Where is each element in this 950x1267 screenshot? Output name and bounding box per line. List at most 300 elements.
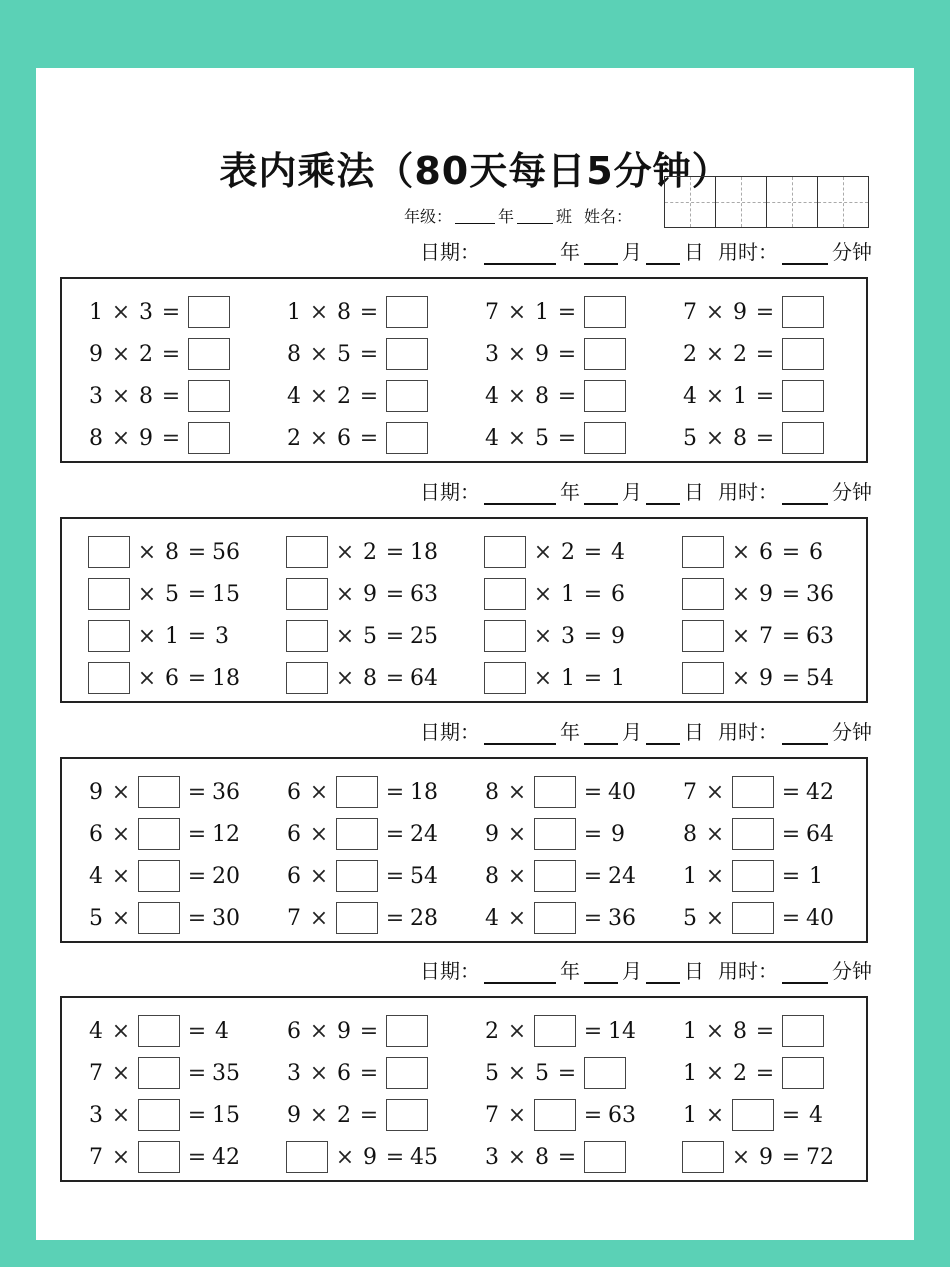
- multiplication-problem: [86, 1014, 232, 1048]
- name-label: 姓名：: [584, 207, 633, 226]
- equals-sign: =: [781, 779, 801, 805]
- equals-sign: =: [583, 623, 603, 649]
- answer-box[interactable]: [584, 422, 626, 454]
- answer-box[interactable]: [88, 620, 130, 652]
- name-cell[interactable]: [818, 177, 868, 227]
- fill-blank[interactable]: [584, 485, 618, 505]
- answer-box[interactable]: [534, 860, 576, 892]
- date-label: 日期：: [420, 959, 480, 983]
- answer-box[interactable]: [336, 902, 378, 934]
- times-sign: ×: [507, 299, 527, 325]
- equals-sign: =: [781, 539, 801, 565]
- equals-sign: =: [187, 1018, 207, 1044]
- number: 8: [287, 341, 301, 367]
- equals-sign: =: [187, 863, 207, 889]
- multiplication-problem: [482, 619, 628, 653]
- number: 5: [535, 425, 549, 451]
- multiplication-problem: [482, 1014, 636, 1048]
- number: 9: [759, 1144, 773, 1170]
- number: 1: [733, 383, 747, 409]
- year-unit: 年: [560, 240, 580, 264]
- class-blank[interactable]: [517, 207, 553, 224]
- number: 8: [139, 383, 153, 409]
- student-info: [404, 204, 632, 227]
- number: 54: [806, 665, 834, 691]
- answer-box[interactable]: [286, 662, 328, 694]
- answer-box[interactable]: [782, 296, 824, 328]
- number: 3: [485, 1144, 499, 1170]
- day-unit: 日: [684, 480, 704, 504]
- times-sign: ×: [111, 905, 131, 931]
- times-sign: ×: [137, 665, 157, 691]
- equals-sign: =: [755, 1018, 775, 1044]
- answer-box[interactable]: [534, 1099, 576, 1131]
- answer-box[interactable]: [138, 776, 180, 808]
- equals-sign: =: [781, 665, 801, 691]
- year-unit: 年: [498, 207, 515, 226]
- times-sign: ×: [137, 623, 157, 649]
- multiplication-problem: [482, 295, 628, 329]
- multiplication-problem: [86, 817, 240, 851]
- equals-sign: =: [557, 299, 577, 325]
- answer-box[interactable]: [386, 296, 428, 328]
- number: 2: [683, 341, 697, 367]
- equals-sign: =: [187, 623, 207, 649]
- number: 9: [363, 1144, 377, 1170]
- answer-box[interactable]: [484, 620, 526, 652]
- time-label: 用时：: [718, 240, 778, 264]
- times-sign: ×: [705, 1060, 725, 1086]
- number: 1: [611, 665, 625, 691]
- times-sign: ×: [309, 425, 329, 451]
- multiplication-problem: [680, 535, 826, 569]
- answer-box[interactable]: [782, 380, 824, 412]
- equals-sign: =: [385, 821, 405, 847]
- answer-box[interactable]: [732, 902, 774, 934]
- times-sign: ×: [335, 665, 355, 691]
- equals-sign: =: [781, 1144, 801, 1170]
- fill-blank[interactable]: [484, 245, 556, 265]
- equals-sign: =: [385, 1144, 405, 1170]
- answer-box[interactable]: [286, 620, 328, 652]
- multiplication-problem: [680, 775, 834, 809]
- number: 6: [287, 1018, 301, 1044]
- answer-box[interactable]: [484, 578, 526, 610]
- answer-box[interactable]: [138, 1099, 180, 1131]
- answer-box[interactable]: [386, 1015, 428, 1047]
- answer-box[interactable]: [782, 1015, 824, 1047]
- number: 7: [89, 1144, 103, 1170]
- number: 6: [89, 821, 103, 847]
- number: 63: [608, 1102, 636, 1128]
- multiplication-problem: [680, 661, 834, 695]
- times-sign: ×: [111, 1060, 131, 1086]
- number: 30: [212, 905, 240, 931]
- fill-blank[interactable]: [646, 245, 680, 265]
- number: 3: [561, 623, 575, 649]
- multiplication-problem: [482, 1098, 636, 1132]
- number: 9: [139, 425, 153, 451]
- exercise-section: [60, 277, 868, 463]
- times-sign: ×: [309, 821, 329, 847]
- multiplication-problem: [284, 661, 438, 695]
- times-sign: ×: [507, 905, 527, 931]
- multiplication-problem: [284, 817, 438, 851]
- number: 3: [287, 1060, 301, 1086]
- answer-box[interactable]: [138, 1141, 180, 1173]
- fill-blank[interactable]: [782, 245, 828, 265]
- multiplication-problem: [680, 379, 826, 413]
- times-sign: ×: [705, 863, 725, 889]
- number: 7: [683, 779, 697, 805]
- answer-box[interactable]: [138, 1057, 180, 1089]
- times-sign: ×: [705, 341, 725, 367]
- answer-box[interactable]: [188, 380, 230, 412]
- multiplication-problem: [482, 535, 628, 569]
- equals-sign: =: [187, 905, 207, 931]
- answer-box[interactable]: [336, 818, 378, 850]
- answer-box[interactable]: [286, 536, 328, 568]
- equals-sign: =: [359, 1060, 379, 1086]
- number: 5: [89, 905, 103, 931]
- date-label: 日期：: [420, 240, 480, 264]
- number: 4: [485, 905, 499, 931]
- number: 2: [363, 539, 377, 565]
- exercise-section: [60, 757, 868, 943]
- answer-box[interactable]: [534, 902, 576, 934]
- answer-box[interactable]: [336, 860, 378, 892]
- number: 63: [806, 623, 834, 649]
- answer-box[interactable]: [88, 578, 130, 610]
- multiplication-problem: [680, 1140, 834, 1174]
- date-label: 日期：: [420, 480, 480, 504]
- answer-box[interactable]: [732, 860, 774, 892]
- name-cell[interactable]: [767, 177, 818, 227]
- number: 9: [759, 665, 773, 691]
- times-sign: ×: [507, 341, 527, 367]
- number: 12: [212, 821, 240, 847]
- answer-box[interactable]: [584, 338, 626, 370]
- answer-box[interactable]: [584, 296, 626, 328]
- number: 72: [806, 1144, 834, 1170]
- times-sign: ×: [111, 299, 131, 325]
- time-label: 用时：: [718, 959, 778, 983]
- answer-box[interactable]: [484, 536, 526, 568]
- multiplication-problem: [86, 619, 232, 653]
- times-sign: ×: [507, 779, 527, 805]
- times-sign: ×: [309, 1102, 329, 1128]
- times-sign: ×: [705, 1018, 725, 1044]
- number: 1: [561, 581, 575, 607]
- name-cell[interactable]: [716, 177, 767, 227]
- fill-blank[interactable]: [584, 245, 618, 265]
- answer-box[interactable]: [386, 1057, 428, 1089]
- multiplication-problem: [86, 535, 240, 569]
- date-line: [420, 716, 872, 745]
- number: 9: [535, 341, 549, 367]
- time-label: 用时：: [718, 480, 778, 504]
- equals-sign: =: [385, 779, 405, 805]
- answer-box[interactable]: [534, 1015, 576, 1047]
- answer-box[interactable]: [484, 662, 526, 694]
- times-sign: ×: [111, 1102, 131, 1128]
- equals-sign: =: [557, 425, 577, 451]
- multiplication-problem: [482, 577, 628, 611]
- fill-blank[interactable]: [782, 725, 828, 745]
- equals-sign: =: [583, 539, 603, 565]
- multiplication-problem: [86, 337, 232, 371]
- multiplication-problem: [482, 661, 628, 695]
- answer-box[interactable]: [138, 860, 180, 892]
- multiplication-problem: [86, 775, 240, 809]
- fill-blank[interactable]: [484, 964, 556, 984]
- equals-sign: =: [161, 425, 181, 451]
- date-label: 日期：: [420, 720, 480, 744]
- number: 6: [287, 863, 301, 889]
- grade-blank[interactable]: [455, 207, 495, 224]
- equals-sign: =: [781, 863, 801, 889]
- number: 15: [212, 581, 240, 607]
- name-cell[interactable]: [665, 177, 716, 227]
- equals-sign: =: [359, 425, 379, 451]
- equals-sign: =: [187, 1144, 207, 1170]
- answer-box[interactable]: [88, 662, 130, 694]
- times-sign: ×: [335, 623, 355, 649]
- number: 3: [139, 299, 153, 325]
- name-writing-grid[interactable]: [664, 176, 869, 228]
- multiplication-problem: [482, 817, 628, 851]
- fill-blank[interactable]: [584, 725, 618, 745]
- number: 40: [806, 905, 834, 931]
- equals-sign: =: [187, 581, 207, 607]
- times-sign: ×: [335, 1144, 355, 1170]
- number: 2: [561, 539, 575, 565]
- answer-box[interactable]: [386, 422, 428, 454]
- answer-box[interactable]: [188, 422, 230, 454]
- times-sign: ×: [309, 341, 329, 367]
- multiplication-problem: [284, 901, 438, 935]
- answer-box[interactable]: [138, 902, 180, 934]
- year-unit: 年: [560, 480, 580, 504]
- multiplication-problem: [284, 1140, 438, 1174]
- multiplication-problem: [680, 619, 834, 653]
- number: 40: [608, 779, 636, 805]
- number: 18: [212, 665, 240, 691]
- answer-box[interactable]: [534, 818, 576, 850]
- answer-box[interactable]: [386, 338, 428, 370]
- answer-box[interactable]: [286, 1141, 328, 1173]
- number: 3: [215, 623, 229, 649]
- number: 9: [337, 1018, 351, 1044]
- fill-blank[interactable]: [584, 964, 618, 984]
- number: 8: [683, 821, 697, 847]
- number: 7: [287, 905, 301, 931]
- fill-blank[interactable]: [782, 485, 828, 505]
- equals-sign: =: [161, 341, 181, 367]
- answer-box[interactable]: [188, 296, 230, 328]
- times-sign: ×: [111, 425, 131, 451]
- answer-box[interactable]: [336, 776, 378, 808]
- equals-sign: =: [359, 1018, 379, 1044]
- number: 2: [733, 341, 747, 367]
- minutes-unit: 分钟: [832, 720, 872, 744]
- multiplication-problem: [86, 295, 232, 329]
- fill-blank[interactable]: [646, 725, 680, 745]
- equals-sign: =: [187, 665, 207, 691]
- multiplication-problem: [86, 661, 240, 695]
- multiplication-problem: [284, 859, 438, 893]
- times-sign: ×: [111, 1018, 131, 1044]
- times-sign: ×: [309, 383, 329, 409]
- times-sign: ×: [507, 1102, 527, 1128]
- month-unit: 月: [622, 959, 642, 983]
- equals-sign: =: [583, 821, 603, 847]
- number: 36: [212, 779, 240, 805]
- number: 1: [683, 1060, 697, 1086]
- number: 2: [287, 425, 301, 451]
- multiplication-problem: [284, 337, 430, 371]
- equals-sign: =: [781, 623, 801, 649]
- times-sign: ×: [533, 623, 553, 649]
- number: 28: [410, 905, 438, 931]
- answer-box[interactable]: [682, 578, 724, 610]
- number: 5: [363, 623, 377, 649]
- number: 6: [809, 539, 823, 565]
- multiplication-problem: [680, 859, 826, 893]
- times-sign: ×: [705, 383, 725, 409]
- date-line: [420, 236, 872, 265]
- answer-box[interactable]: [286, 578, 328, 610]
- number: 8: [733, 1018, 747, 1044]
- equals-sign: =: [583, 1018, 603, 1044]
- answer-box[interactable]: [138, 1015, 180, 1047]
- number: 9: [89, 341, 103, 367]
- number: 9: [611, 821, 625, 847]
- answer-box[interactable]: [732, 818, 774, 850]
- number: 36: [608, 905, 636, 931]
- answer-box[interactable]: [188, 338, 230, 370]
- answer-box[interactable]: [682, 662, 724, 694]
- number: 4: [683, 383, 697, 409]
- multiplication-problem: [284, 1014, 430, 1048]
- number: 36: [806, 581, 834, 607]
- number: 4: [89, 863, 103, 889]
- time-label: 用时：: [718, 720, 778, 744]
- multiplication-problem: [482, 1056, 628, 1090]
- year-unit: 年: [560, 720, 580, 744]
- equals-sign: =: [583, 581, 603, 607]
- number: 54: [410, 863, 438, 889]
- fill-blank[interactable]: [782, 964, 828, 984]
- answer-box[interactable]: [682, 620, 724, 652]
- answer-box[interactable]: [782, 1057, 824, 1089]
- times-sign: ×: [507, 821, 527, 847]
- number: 9: [363, 581, 377, 607]
- number: 9: [287, 1102, 301, 1128]
- number: 1: [683, 863, 697, 889]
- answer-box[interactable]: [88, 536, 130, 568]
- equals-sign: =: [385, 581, 405, 607]
- multiplication-problem: [86, 1098, 240, 1132]
- exercise-section: [60, 517, 868, 703]
- number: 5: [165, 581, 179, 607]
- number: 7: [759, 623, 773, 649]
- answer-box[interactable]: [386, 1099, 428, 1131]
- equals-sign: =: [781, 1102, 801, 1128]
- fill-blank[interactable]: [646, 964, 680, 984]
- answer-box[interactable]: [732, 776, 774, 808]
- number: 5: [485, 1060, 499, 1086]
- answer-box[interactable]: [534, 776, 576, 808]
- answer-box[interactable]: [782, 422, 824, 454]
- times-sign: ×: [137, 539, 157, 565]
- multiplication-problem: [482, 859, 636, 893]
- number: 2: [337, 1102, 351, 1128]
- number: 9: [611, 623, 625, 649]
- times-sign: ×: [507, 1018, 527, 1044]
- equals-sign: =: [583, 1102, 603, 1128]
- answer-box[interactable]: [138, 818, 180, 850]
- number: 6: [611, 581, 625, 607]
- fill-blank[interactable]: [484, 485, 556, 505]
- month-unit: 月: [622, 240, 642, 264]
- equals-sign: =: [781, 821, 801, 847]
- number: 6: [337, 1060, 351, 1086]
- times-sign: ×: [731, 665, 751, 691]
- answer-box[interactable]: [682, 536, 724, 568]
- equals-sign: =: [385, 623, 405, 649]
- number: 5: [337, 341, 351, 367]
- times-sign: ×: [731, 539, 751, 565]
- answer-box[interactable]: [682, 1141, 724, 1173]
- number: 4: [485, 425, 499, 451]
- fill-blank[interactable]: [484, 725, 556, 745]
- equals-sign: =: [583, 665, 603, 691]
- day-unit: 日: [684, 959, 704, 983]
- equals-sign: =: [187, 1102, 207, 1128]
- number: 3: [89, 383, 103, 409]
- times-sign: ×: [705, 299, 725, 325]
- number: 1: [683, 1018, 697, 1044]
- equals-sign: =: [781, 581, 801, 607]
- year-unit: 年: [560, 959, 580, 983]
- answer-box[interactable]: [386, 380, 428, 412]
- number: 6: [759, 539, 773, 565]
- times-sign: ×: [507, 863, 527, 889]
- number: 1: [561, 665, 575, 691]
- answer-box[interactable]: [732, 1099, 774, 1131]
- equals-sign: =: [755, 299, 775, 325]
- answer-box[interactable]: [782, 338, 824, 370]
- number: 8: [485, 863, 499, 889]
- times-sign: ×: [705, 821, 725, 847]
- multiplication-problem: [482, 1140, 628, 1174]
- multiplication-problem: [284, 577, 438, 611]
- number: 56: [212, 539, 240, 565]
- times-sign: ×: [731, 581, 751, 607]
- answer-box[interactable]: [584, 1057, 626, 1089]
- equals-sign: =: [161, 299, 181, 325]
- fill-blank[interactable]: [646, 485, 680, 505]
- answer-box[interactable]: [584, 1141, 626, 1173]
- number: 1: [89, 299, 103, 325]
- number: 3: [485, 341, 499, 367]
- multiplication-problem: [680, 421, 826, 455]
- multiplication-problem: [482, 901, 636, 935]
- multiplication-problem: [284, 535, 438, 569]
- number: 7: [683, 299, 697, 325]
- answer-box[interactable]: [584, 380, 626, 412]
